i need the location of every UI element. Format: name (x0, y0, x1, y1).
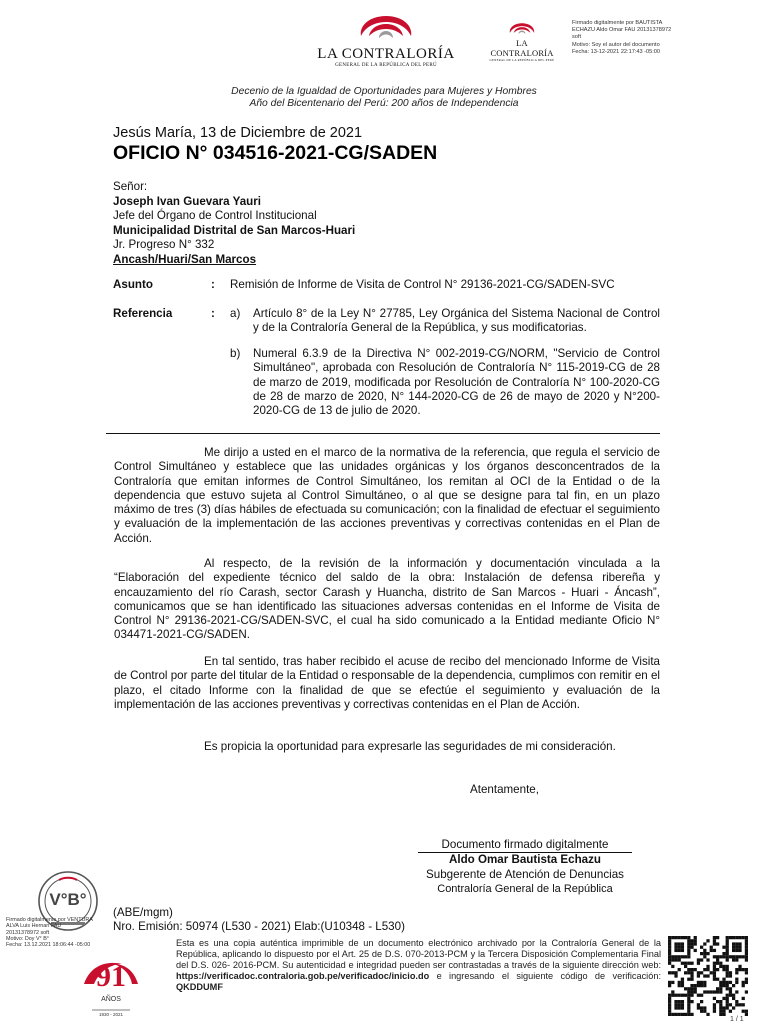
emission-number: Nro. Emisión: 50974 (L530 - 2021) Elab:(U10348 - L530) (113, 919, 405, 933)
logo-title: LA CONTRALORÍA (490, 38, 554, 58)
anniversary-years: 1930 - 2021 (98, 1012, 124, 1017)
referencia-text: Artículo 8° de la Ley N° 27785, Ley Orgánica del Sistema Nacional de Control y de la Contraloría General de la República, y sus modificatorias. (253, 307, 660, 335)
notice-text: Esta es una copia auténtica imprimible de un documento electrónico archivado por la Contraloría General de la República, aplicando lo dispuesto por el Art. 25 de D.S. 070-2013-PCM y la Tercera Disposición Complementaria Final del D.S. 026- 2016-PCM. Su autenticidad e integridad pueden ser contrastadas a través de la siguiente dirección web: (176, 938, 661, 970)
signature-logo (484, 22, 560, 62)
referencia-label: Referencia (113, 307, 173, 320)
body-paragraph: Me dirijo a usted en el marco de la normativa de la referencia, que regula el servicio de Control Simultáneo y establece que las unidades orgánicas y los órganos desconcentrados de la Contraloría que emitan informes de Control Simultáneo, los remitan al OCI de la Entidad o de la dependencia que estuvo sujeta al Control Simultáneo, o al que se designe para tal fin, en un plazo máximo de tres (3) días hábiles de efectuada su comunicación; con la finalidad de efectuar el seguimiento y evaluación de la implementación de las acciones preventivas y correctivas contenidas en el Plan de Acción. (114, 446, 660, 545)
initials: (ABE/mgm) (113, 906, 173, 919)
digital-signature-info (572, 20, 762, 56)
logo-subtitle: GENERAL DE LA REPÚBLICA DEL PERÚ (489, 58, 555, 62)
signature-line: Motivo: Soy el autor del documento (572, 41, 660, 48)
recipient-name: Joseph Ivan Guevara Yauri (113, 194, 262, 208)
referencia-letter: b) (230, 347, 241, 360)
logo-title: LA CONTRALORÍA (317, 46, 455, 62)
authenticity-notice (176, 938, 661, 993)
referencia-item (230, 347, 660, 419)
closing: Atentamente, (470, 783, 539, 796)
signature-line: Firmado digitalmente por BAUTISTA (572, 20, 663, 26)
decenio-header (0, 86, 768, 110)
verification-url[interactable]: https://verificadoc.contraloria.gob.pe/verificadoc/inicio.do (176, 970, 430, 981)
vb-line: Firmado digitalmente por VENTURA (6, 917, 93, 923)
decenio-line: Decenio de la Igualdad de Oportunidades para Mujeres y Hombres (231, 86, 537, 97)
body-paragraph: En tal sentido, tras haber recibido el acuse de recibo del mencionado Informe de Visita de Control por parte del titular de la Entidad o responsable de la dependencia, cumplimos con remitir en el plazo, el citado Informe con la finalidad de que se efectúe el seguimiento y evaluación de la implementación de las acciones preventivas y correctivas contenidas en el Plan de Acción. (114, 655, 660, 711)
referencia-colon: : (211, 307, 215, 320)
vb-line: 20131378972 soft (6, 929, 50, 936)
notice-text: e ingresando el siguiente código de verificación: (429, 970, 661, 981)
referencia-item (230, 307, 660, 351)
oficio-number: OFICIO N° 034516-2021-CG/SADEN (113, 142, 438, 164)
signer-title: Subgerente de Atención de Denuncias (426, 867, 624, 881)
referencia-letter: a) (230, 307, 241, 320)
asunto-colon: : (211, 278, 215, 291)
anniversary-logo (78, 954, 144, 1020)
contraloria-logo (316, 14, 456, 68)
recipient-location: Ancash/Huari/San Marcos (113, 252, 257, 266)
signature-line: ECHAZU Aldo Omar FAU 20131378972 (572, 27, 672, 34)
signer-org: Contraloría General de la República (437, 882, 613, 895)
recipient-entity: Municipalidad Distrital de San Marcos-Huari (113, 223, 356, 237)
qr-code (668, 936, 748, 1016)
verification-code: QKDDUMF (176, 981, 223, 992)
anniversary-label: AÑOS (101, 996, 121, 1003)
recipient-role: Jefe del Órgano de Control Institucional (113, 209, 317, 223)
vb-signature-info (6, 917, 124, 948)
salutation: Señor: (113, 180, 148, 193)
body-paragraph: Es propicia la oportunidad para expresarle las seguridades de mi consideración. (204, 740, 616, 753)
anniversary-number: 91 (96, 960, 126, 993)
vb-line: Fecha: 13.12.2021 18:06:44 -05:00 (6, 942, 91, 949)
qr-code-icon (668, 936, 748, 1016)
asunto-label: Asunto (113, 278, 153, 291)
contraloria-emblem-icon (507, 22, 537, 37)
referencia-text: Numeral 6.3.9 de la Directiva N° 002-2019-CG/NORM, "Servicio de Control Simultáneo", aprobada con Resolución de Contraloría N° 115-2019-CG de 28 de marzo de 2019, modificada por Resolución de Contraloría N° 100-2020-CG de 28 de marzo de 2020, N° 144-2020-CG de 26 de mayo de 2020 y N°200-2020-CG de 13 de julio de 2020. (253, 347, 660, 418)
page-number: 1 / 1 (730, 1016, 744, 1023)
recipient-block (113, 180, 355, 268)
document-references (113, 906, 405, 933)
document-date: Jesús María, 13 de Diciembre de 2021 (113, 125, 363, 141)
contraloria-emblem-icon (355, 14, 417, 44)
signature-line: Fecha: 13-12-2021 22:17:43 -05:00 (572, 48, 661, 55)
asunto-text: Remisión de Informe de Visita de Control N° 29136-2021-CG/SADEN-SVC (230, 278, 615, 291)
logo-subtitle: GENERAL DE LA REPÚBLICA DEL PERÚ (335, 63, 437, 68)
recipient-address: Jr. Progreso N° 332 (113, 238, 215, 252)
decenio-line: Año del Bicentenario del Perú: 200 años de Independencia (249, 98, 519, 109)
signer-block (380, 838, 670, 896)
vb-seal-text: V°B° (49, 890, 87, 909)
digital-signed-note: Documento firmado digitalmente (441, 838, 609, 851)
body-paragraph: Al respecto, de la revisión de la información y documentación vinculada a la “Elaboración del expediente técnico del saldo de la obra: Instalación de defensa ribereña y encauzamiento del río Carash, sector Carash y Huancha, distrito de San Marcos - Huari - Áncash”, comunicamos que se han identificado las situaciones adversas contenidas en el Informe de Visita de Control N° 29136-2021-CG/SADEN-SVC, el cual ha sido comunicado a la Entidad mediante Oficio N° 034471-2021-CG/SADEN. (114, 557, 660, 642)
signature-line: soft (572, 34, 582, 41)
section-divider (106, 433, 660, 434)
signer-name: Aldo Omar Bautista Echazu (448, 853, 602, 867)
vb-line: Motivo: Doy V° B° (6, 935, 49, 942)
vb-line: ALVA Luis Hernan FAU (6, 923, 62, 930)
